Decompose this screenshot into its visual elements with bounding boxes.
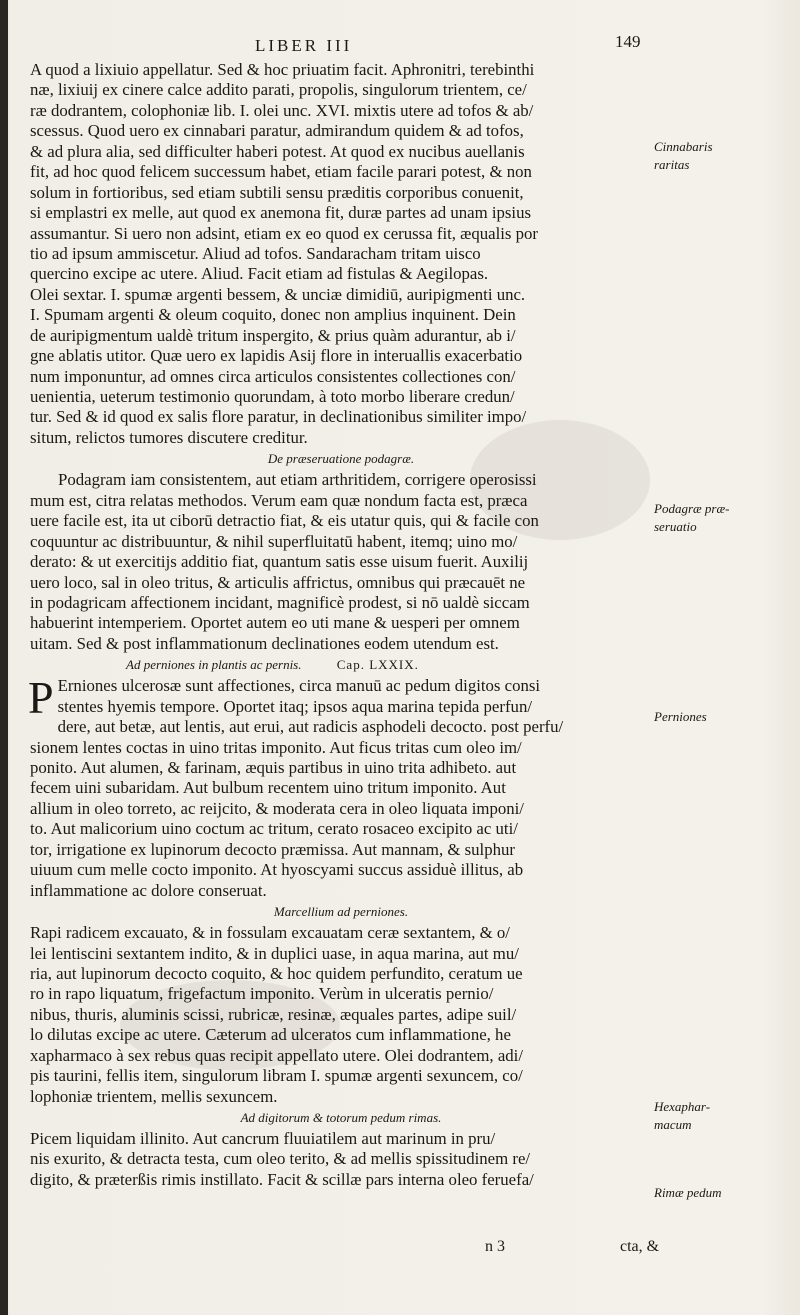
main-text-column — [30, 60, 652, 1190]
text-line: situm, relictos tumores discutere creditur. — [30, 427, 308, 447]
margin-note-line: raritas — [654, 157, 690, 172]
chapter-title: Ad perniones in plantis ac pernis. — [126, 657, 302, 673]
text-line: num imponuntur, ad omnes circa articulos consistentes collectiones con/ — [30, 366, 516, 386]
paragraph-perniones — [28, 672, 652, 901]
margin-note-line: Cinnabaris — [654, 139, 713, 154]
text-line: Picem liquidam illinito. Aut cancrum fluuiatilem aut marinum in pru/ — [30, 1129, 496, 1148]
text-line: sionem lentes coctas in uino tritas imponito. Aut ficus tritas cum oleo im/ — [30, 737, 522, 757]
text-line: I. Spumam argenti & oleum coquito, donec non amplius inquinent. Dein — [30, 305, 516, 325]
text-line: xapharmaco à sex rebus quas recipit appellato utere. Olei dodrantem, adi/ — [30, 1045, 523, 1065]
text-line: habuerint intemperiem. Oportet autem eo uti mane & uesperi per omnem — [30, 613, 520, 633]
text-line: Erniones ulcerosæ sunt affectiones, circa manuū ac pedum digitos consi — [57, 676, 541, 696]
text-line: ria, aut lupinorum decocto coquito, & hoc quidem perfundito, ceratum ue — [30, 963, 523, 983]
folio-number: 149 — [615, 32, 641, 51]
binding-gutter — [0, 0, 8, 1315]
text-line: ponito. Aut alumen, & farinam, æquis partibus in uino trita adhibeto. aut — [30, 758, 517, 777]
text-line: lophoniæ trientem, mellis sexuncem. — [30, 1086, 278, 1106]
text-line: fit, ad hoc quod felicem successum habet, etiam facile parari potest, & non — [30, 162, 532, 182]
margin-note-perniones: Perniones — [654, 709, 707, 724]
paragraph-rimae — [30, 1129, 652, 1190]
text-line: dere, aut betæ, aut lentis, aut erui, aut radicis asphodeli decocto. post perfu/ — [57, 717, 564, 737]
text-line: tor, irrigatione ex lupinorum decocto præmissa. Aut mannam, & sulphur — [30, 839, 515, 859]
text-line: tur. Sed & id quod ex salis flore paratur, in declinationibus similiter impo/ — [30, 407, 527, 427]
text-line: allium in oleo torreto, ac reijcito, & moderata cera in oleo liquata imponi/ — [30, 798, 524, 818]
text-line: nibus, thuris, aluminis scissi, rubricæ, resinæ, æquales partes, adipe suil/ — [30, 1004, 517, 1024]
text-line: digito, & præterßis rimis instillato. Facit & scillæ pars interna oleo feruefa/ — [30, 1169, 534, 1189]
text-line: stentes hyemis tempore. Oportet itaq; ipsos aqua marina tepida perfun/ — [57, 696, 532, 716]
text-line: Rapi radicem excauato, & in fossulam excauatam ceræ sextantem, & o/ — [30, 923, 510, 943]
section-heading: Ad digitorum & totorum pedum rimas. — [240, 1110, 442, 1125]
text-line: mum est, citra relatas methodos. Verum eam quæ nondum facta est, præca — [30, 490, 528, 510]
signature-mark: n 3 — [485, 1238, 505, 1255]
text-line: & ad plura alia, sed difficulter haberi potest. At quod ex nucibus auellanis — [30, 141, 525, 161]
text-line: Podagram iam consistentem, aut etiam arthritidem, corrigere operosissi — [58, 470, 537, 490]
text-line: to. Aut malicorium uino coctum ac tritum, cerato rosaceo excipito ac uti/ — [30, 819, 518, 839]
text-line: næ, lixiuij ex cinere calce addito parati, propolis, singulorum trientem, ce/ — [30, 80, 527, 100]
margin-note-podagrae — [654, 500, 794, 536]
text-line: pis taurini, fellis item, singulorum libram I. spumæ argenti sexuncem, co/ — [30, 1066, 523, 1086]
text-line: inflammatione ac dolore conseruat. — [30, 880, 267, 900]
text-line: de auripigmentum ualdè tritum inspergito, & prius quàm adurantur, ab i/ — [30, 325, 516, 345]
margin-note-line: Hexaphar- — [654, 1099, 711, 1114]
text-line: ræ dodrantem, colophoniæ lib. I. olei unc. XVI. mixtis utere ad tofos & ab/ — [30, 100, 534, 120]
text-line: lei lentiscini sextantem indito, & in duplici uase, in aqua marina, aut mu/ — [30, 943, 519, 963]
drop-cap: P — [28, 672, 54, 724]
text-line: uenientia, ueterum testimonio quorundam, à toto morbo liberare credun/ — [30, 387, 515, 406]
text-line: uiuum cum melle cocto imponito. At hyoscyami succus assiduè illitus, ab — [30, 860, 524, 880]
margin-note-line: macum — [654, 1117, 692, 1132]
section-heading: Marcellium ad perniones. — [273, 904, 409, 920]
paragraph-marcellium — [30, 923, 652, 1107]
running-title: LIBER III — [255, 36, 353, 55]
section-heading: De præseruatione podagræ. — [267, 451, 415, 467]
text-line: quercino excipe ac utere. Aliud. Facit etiam ad fistulas & Aegilopas. — [30, 264, 489, 284]
text-line: gne ablatis utitor. Quæ uero ex lapidis Asij flore in interuallis exacerbatio — [30, 346, 523, 366]
text-line: tio ad ipsum ammiscetur. Aliud ad tofos. Sandaracham tritam uisco — [30, 243, 481, 263]
text-line: uero loco, sal in oleo tritus, & articulis affrictus, omnibus qui præcauēt ne — [30, 572, 526, 592]
paragraph-podagra — [30, 470, 652, 654]
text-line: si emplastri ex melle, aut quod ex anemona fit, duræ partes ad unam ipsius — [30, 203, 531, 223]
text-line: uitam. Sed & post inflammationum declinationes eodem utendum est. — [30, 633, 499, 653]
margin-note-rimae: Rimæ pedum — [654, 1185, 722, 1200]
running-header — [0, 32, 800, 62]
text-line: solum in fortioribus, sed etiam subtili sensu præditis corporibus conuenit, — [30, 182, 524, 202]
margin-note-hexapharmacum — [654, 1098, 794, 1134]
text-line: ro in rapo liquatum, frigefactum imponito. Verùm in ulceratis pernio/ — [30, 984, 494, 1004]
text-line: uere facile est, ita ut ciborū detractio fiat, & eis utatur quis, qui & facile con — [30, 511, 539, 531]
text-line: lo dilutas excipe ac utere. Cæterum ad ulceratos cum inflammatione, he — [30, 1025, 511, 1045]
text-line: fecem uini subaridam. Aut bulbum recentem uino tritum imponito. Aut — [30, 778, 506, 798]
catchword: cta, & — [620, 1238, 660, 1255]
text-line: A quod a lixiuio appellatur. Sed & hoc priuatim facit. Aphronitri, terebinthi — [30, 60, 535, 79]
chapter-heading — [30, 654, 652, 676]
text-line: scessus. Quod uero ex cinnabari paratur, admirandum quidem & ad tofos, — [30, 121, 524, 141]
paragraph-tofos — [30, 60, 652, 448]
text-line: coquuntur ac distribuuntur, & nihil superfluitatū habent, itemq; uino mo/ — [30, 531, 518, 551]
text-line: derato: & ut exercitijs additio fiat, quantum satis esse uisum fuerit. Auxilij — [30, 552, 529, 572]
text-line: Olei sextar. I. spumæ argenti bessem, & unciæ dimidiū, auripigmenti unc. — [30, 284, 526, 304]
chapter-number: Cap. LXXIX. — [336, 657, 419, 673]
margin-note-line: seruatio — [654, 519, 697, 534]
text-line: in podagricam affectionem incidant, magnificè prodest, si nō ualdè siccam — [30, 592, 530, 612]
margin-note-line: Podagræ præ- — [654, 501, 730, 516]
margin-note-cinnabaris — [654, 138, 794, 174]
text-line: assumantur. Si uero non adsint, etiam ex eo quod ex cerussa fit, æqualis por — [30, 223, 539, 243]
text-line: nis exurito, & detracta testa, cum oleo terito, & ad mellis spissitudinem re/ — [30, 1149, 531, 1169]
